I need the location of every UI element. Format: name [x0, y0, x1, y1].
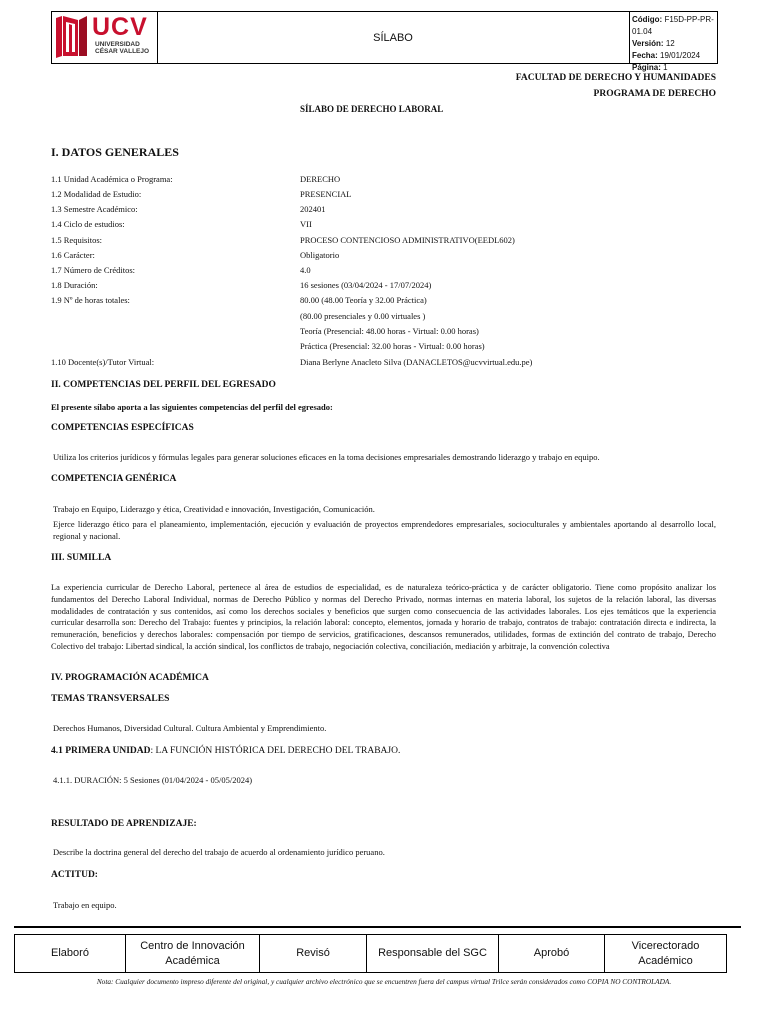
general-row [51, 250, 691, 263]
row-value: (80.00 presenciales y 0.00 virtuales ) [300, 311, 426, 321]
program-name: PROGRAMA DE DERECHO [593, 89, 716, 99]
header-title: SÍLABO [157, 12, 630, 63]
general-row [51, 174, 691, 187]
footer-cell-responsable: Responsable del SGC [367, 935, 499, 972]
competencia-generica-title: COMPETENCIA GENÉRICA [51, 474, 177, 484]
resultado-title: RESULTADO DE APRENDIZAJE: [51, 819, 197, 829]
row-value: PRESENCIAL [300, 189, 352, 199]
unit-duration: 4.1.1. DURACIÓN: 5 Sesiones (01/04/2024 - 05/05/2024) [53, 775, 253, 785]
row-value: PROCESO CONTENCIOSO ADMINISTRATIVO(EEDL602) [300, 235, 515, 245]
version-label: Versión: [632, 39, 664, 48]
document-header [51, 11, 718, 72]
row-value: Diana Berlyne Anacleto Silva (DANACLETOS@ucvvirtual.edu.pe) [300, 357, 533, 367]
row-label: 1.10 Docente(s)/Tutor Virtual: [51, 357, 155, 367]
temas-transversales-text: Derechos Humanos, Diversidad Cultural. Cultura Ambiental y Emprendimiento. [53, 723, 327, 733]
unit-title [51, 746, 400, 756]
general-row [51, 357, 691, 370]
approval-table [14, 934, 727, 973]
row-value: DERECHO [300, 174, 341, 184]
row-value: 4.0 [300, 265, 311, 275]
row-label: 1.4 Ciclo de estudios: [51, 219, 125, 229]
footer-cell-reviso: Revisó [260, 935, 367, 972]
footer-cell-elaboro: Elaboró [15, 935, 126, 972]
competencia-generica-text1: Trabajo en Equipo, Liderazgo y ética, Creatividad e innovación, Investigación, Comunicación. [53, 504, 375, 514]
footer-note: Nota: Cualquier documento impreso diferente del original, y cualquier archivo electrónico que se encuentren fuera del campus virtual Trilce serán considerados como COPIA NO CONTROLADA. [96, 977, 672, 986]
actitud-text: Trabajo en equipo. [53, 900, 117, 910]
faculty-name: FACULTAD DE DERECHO Y HUMANIDADES [515, 73, 716, 83]
footer-cell-centro: Centro de Innovación Académica [126, 935, 260, 972]
section3-title: III. SUMILLA [51, 553, 112, 563]
general-row [51, 189, 691, 202]
general-row [51, 219, 691, 232]
general-row [51, 326, 691, 339]
logo-ucv-text: UCV [92, 13, 148, 41]
general-row [51, 280, 691, 293]
resultado-text: Describe la doctrina general del derecho del trabajo de acuerdo al ordenamiento jurídico peruano. [53, 847, 385, 857]
footer-cell-vicerectorado: Vicerectorado Académico [631, 939, 700, 967]
footer-cell-aprobo: Aprobó [499, 935, 605, 972]
row-label: 1.8 Duración: [51, 280, 98, 290]
general-row [51, 341, 691, 354]
version-value: 12 [665, 39, 675, 48]
row-value: VII [300, 219, 312, 229]
fecha-value: 19/01/2024 [660, 51, 701, 60]
row-value: 80.00 (48.00 Teoría y 32.00 Práctica) [300, 295, 427, 305]
header-meta [629, 12, 717, 72]
row-label: 1.7 Número de Créditos: [51, 265, 136, 275]
fecha-label: Fecha: [632, 51, 658, 60]
codigo-label: Código: [632, 15, 663, 24]
row-value: 202401 [300, 204, 326, 214]
row-label: 1.6 Carácter: [51, 250, 95, 260]
row-value: Teoría (Presencial: 48.00 horas - Virtual: 0.00 horas) [300, 326, 479, 336]
sumilla-text: La experiencia curricular de Derecho Laboral, pertenece al área de estudios de especialidad, es de naturaleza teórico-práctica y de carácter obligatorio. Tiene como propósito analizar los fundamentos del Derecho Laboral Individual, normas de Derecho Público y normas del Derecho Privado, normas internas en materia laboral, los sujetos de la relación laboral, las diversas modalidades de contratación y sus contenidos, así como los derechos sociales y beneficios que surgen como consecuencia de las actividades laborales. Los ejes temáticos que la experiencia curricular desarrolla son: Derecho del Trabajo: fuentes y principios, la relación laboral: concepto, elementos, jornada y horario de trabajo, contratos de trabajo: contratación directa e indirecta, la remuneración, beneficios y derechos laborales: compensación por tiempo de servicios, gratificaciones, descansos remunerados, utilidades, formas de extinción del contrato de trabajo, Derecho Colectivo del trabajo: Libertad sindical, la acción sindical, los conflictos de trabajo, negociación colectiva, conciliación, mediación y arbitraje, la convención colectiva [51, 583, 716, 651]
general-row [51, 311, 691, 324]
competencias-especificas-text: Utiliza los criterios jurídicos y fórmulas legales para generar soluciones eficaces en la toma decisiones empresariales demostrando liderazgo y trabajo en equipo. [53, 452, 600, 462]
row-label: 1.2 Modalidad de Estudio: [51, 189, 142, 199]
row-value: 16 sesiones (03/04/2024 - 17/07/2024) [300, 280, 432, 290]
row-value: Práctica (Presencial: 32.00 horas - Virtual: 0.00 horas) [300, 341, 485, 351]
section2-intro: El presente sílabo aporta a las siguientes competencias del perfil del egresado: [51, 402, 333, 412]
unit-title-b: : LA FUNCIÓN HISTÓRICA DEL DERECHO DEL TRABAJO. [150, 746, 401, 756]
ucv-logo [52, 12, 158, 63]
temas-transversales-title: TEMAS TRANSVERSALES [51, 694, 170, 704]
section1-title: I. DATOS GENERALES [51, 145, 179, 159]
pagina-value: 1 [663, 63, 668, 72]
general-row [51, 235, 691, 248]
codigo-value: F15D-PP-PR-01.04 [632, 15, 714, 36]
row-label: 1.9 Nº de horas totales: [51, 295, 130, 305]
competencia-generica-text2: Ejerce liderazgo ético para el planeamiento, implementación, ejecución y evaluación de proyectos emprendedores empresariales, socioculturales y ambientales aportando al desarrollo local, regional y nacional. [53, 519, 716, 541]
row-value: Obligatorio [300, 250, 340, 260]
general-row [51, 295, 691, 308]
syllabus-title: SÍLABO DE DERECHO LABORAL [300, 104, 444, 114]
row-label: 1.5 Requisitos: [51, 235, 103, 245]
logo-sub2: CÉSAR VALLEJO [95, 48, 150, 55]
unit-title-a: 4.1 PRIMERA UNIDAD [51, 746, 151, 756]
actitud-title: ACTITUD: [51, 870, 98, 880]
footer-divider [14, 926, 741, 928]
section4-title: IV. PROGRAMACIÓN ACADÉMICA [51, 673, 209, 683]
row-label: 1.3 Semestre Académico: [51, 204, 138, 214]
competencias-especificas-title: COMPETENCIAS ESPECÍFICAS [51, 423, 194, 433]
logo-sub1: UNIVERSIDAD [95, 41, 140, 48]
section2-title: II. COMPETENCIAS DEL PERFIL DEL EGRESADO [51, 380, 276, 390]
general-row [51, 265, 691, 278]
row-label: 1.1 Unidad Académica o Programa: [51, 174, 173, 184]
general-row [51, 204, 691, 217]
pagina-label: Página: [632, 63, 661, 72]
